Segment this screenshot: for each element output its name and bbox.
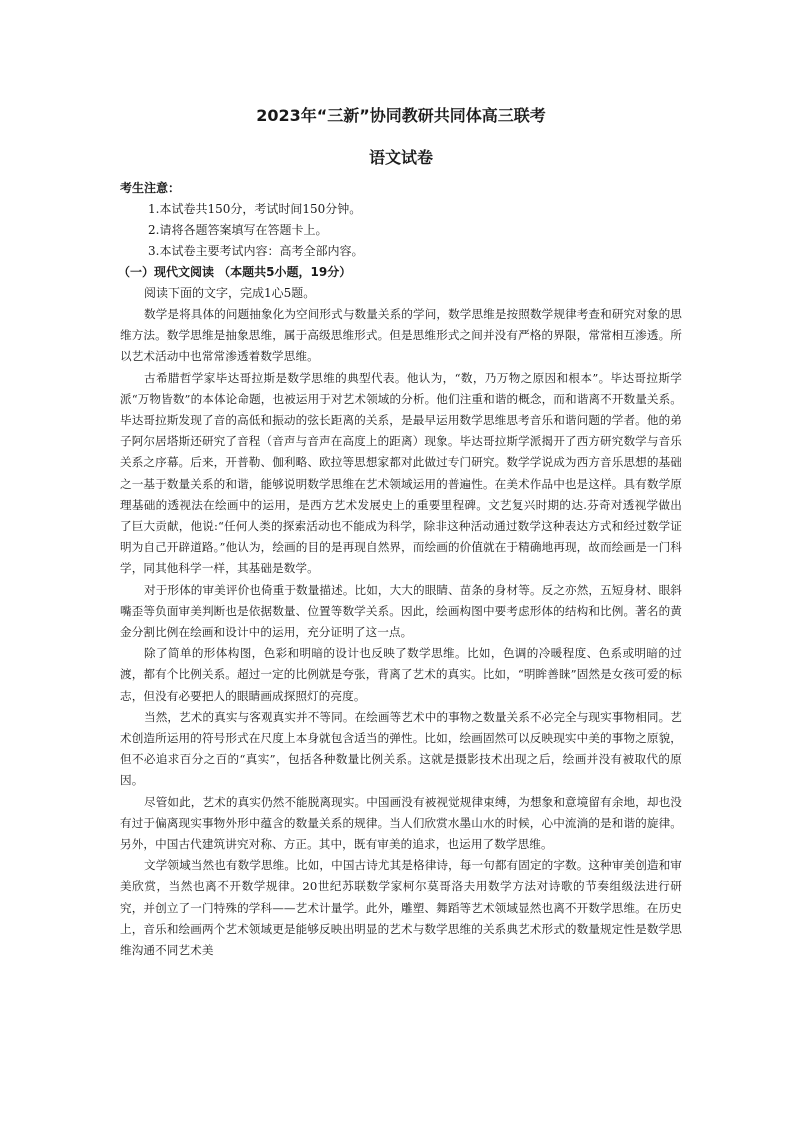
- notice-item: 2.请将各题答案填写在答题卡上。: [148, 223, 328, 237]
- notice-list: [120, 199, 682, 262]
- notice-item: 1.本试卷共150分，考试时间150分钟。: [148, 202, 362, 216]
- passage-paragraph: 古希腊哲学家毕达哥拉斯是数学思维的典型代表。他认为，“数，乃万物之原因和根本”。毕达哥拉斯学派“万物皆数”的本体论命题，也被运用于对艺术领域的分析。他们注重和谐的概念，而和谐离不开数量关系。毕达哥拉斯发现了音的高低和振动的弦长距离的关系，是最早运用数学思维思考音乐和谐问题的学者。他的弟子阿尔居塔斯还研究了音程（音声与音声在高度上的距离）现象。毕达哥拉斯学派揭开了西方研究数学与音乐关系之序幕。后来，开普勒、伽利略、欧拉等思想家都对此做过专门研究。数学学说成为西方音乐思想的基础之一基于数量关系的和谐，能够说明数学思维在艺术领域运用的普遍性。在美术作品中也是这样。具有数学原理基础的透视法在绘画中的运用，是西方艺术发展史上的重要里程碑。文艺复兴时期的达.芬奇对透视学做出了巨大贡献，他说:“任何人类的探索活动也不能成为科学，除非这种活动通过数学这种表达方式和经过数学证明为自己开辟道路。”他认为，绘画的目的是再现自然界，而绘画的价值就在于精确地再现，故而绘画是一门科学，同其他科学一样，其基础是数学。: [120, 370, 682, 576]
- exam-page: [120, 104, 682, 961]
- reading-instruction: 阅读下面的文字，完成1心5题。: [144, 286, 316, 300]
- section-heading: （一）现代文阅读 （本题共5小题，19分）: [118, 265, 352, 279]
- notice-item: 3.本试卷主要考试内容：高考全部内容。: [148, 244, 364, 258]
- passage-paragraph: 除了简单的形体构图，色彩和明暗的设计也反映了数学思维。比如，色调的冷暖程度、色系或明暗的过渡，都有个比例关系。超过一定的比例就是夸张，背离了艺术的真实。比如，“明眸善睐”固然是女孩可爱的标志，但没有必要把人的眼睛画成探照灯的亮度。: [120, 646, 682, 703]
- exam-subtitle: 语文试卷: [368, 148, 433, 167]
- passage-paragraph: 对于形体的审美评价也倚重于数量描述。比如，大大的眼睛、苗条的身材等。反之亦然，五短身材、眼斜嘴歪等负面审美判断也是依据数量、位置等数学关系。因此，绘画构图中要考虑形体的结构和比例。著名的黄金分割比例在绘画和设计中的运用，充分证明了这一点。: [120, 582, 682, 640]
- exam-title: 2023年“三新”协同教研共同体高三联考: [256, 106, 546, 125]
- passage-paragraph: 文学领域当然也有数学思维。比如，中国古诗尤其是格律诗，每一句都有固定的字数。这种审美创造和审美欣赏，当然也离不开数学规律。20世纪苏联数学家柯尔莫哥洛夫用数学方法对诗歌的节奏组级法进行研究，并创立了一门特殊的学科——艺术计量学。此外，雕塑、舞蹈等艺术领域显然也离不开数学思维。在历史上，音乐和绘画两个艺术领域更是能够反映出明显的艺术与数学思维的关系典艺术形式的数量规定性是数学思维沟通不同艺术美: [120, 858, 682, 958]
- passage-paragraph: 尽管如此，艺术的真实仍然不能脱离现实。中国画没有被视觉规律束缚，为想象和意境留有余地，却也没有过于偏离现实事物外形中蕴含的数量关系的规律。当人们欣赏水墨山水的时候，心中流淌的是和谐的旋律。另外，中国古代建筑讲究对称、方正。其中，既有审美的追求，也运用了数学思维。: [120, 794, 682, 852]
- passage-paragraph: 数学是将具体的问题抽象化为空间形式与数量关系的学问，数学思维是按照数学规律考查和研究对象的思维方法。数学思维是抽象思维，属于高级思维形式。但是思维形式之间并没有严格的界限，常常相互渗透。所以艺术活动中也常常渗透着数学思维。: [120, 307, 682, 364]
- passage-paragraph: 当然，艺术的真实与客观真实并不等同。在绘画等艺术中的事物之数量关系不必完全与现实事物相同。艺术创造所运用的符号形式在尺度上本身就包含适当的弹性。比如，绘画固然可以反映现实中美的事物之原貌，但不必追求百分之百的“真实”，包括各种数量比例关系。这就是摄影技术出现之后，绘画并没有被取代的原因。: [120, 709, 682, 788]
- notice-heading: 考生注意：: [120, 181, 181, 195]
